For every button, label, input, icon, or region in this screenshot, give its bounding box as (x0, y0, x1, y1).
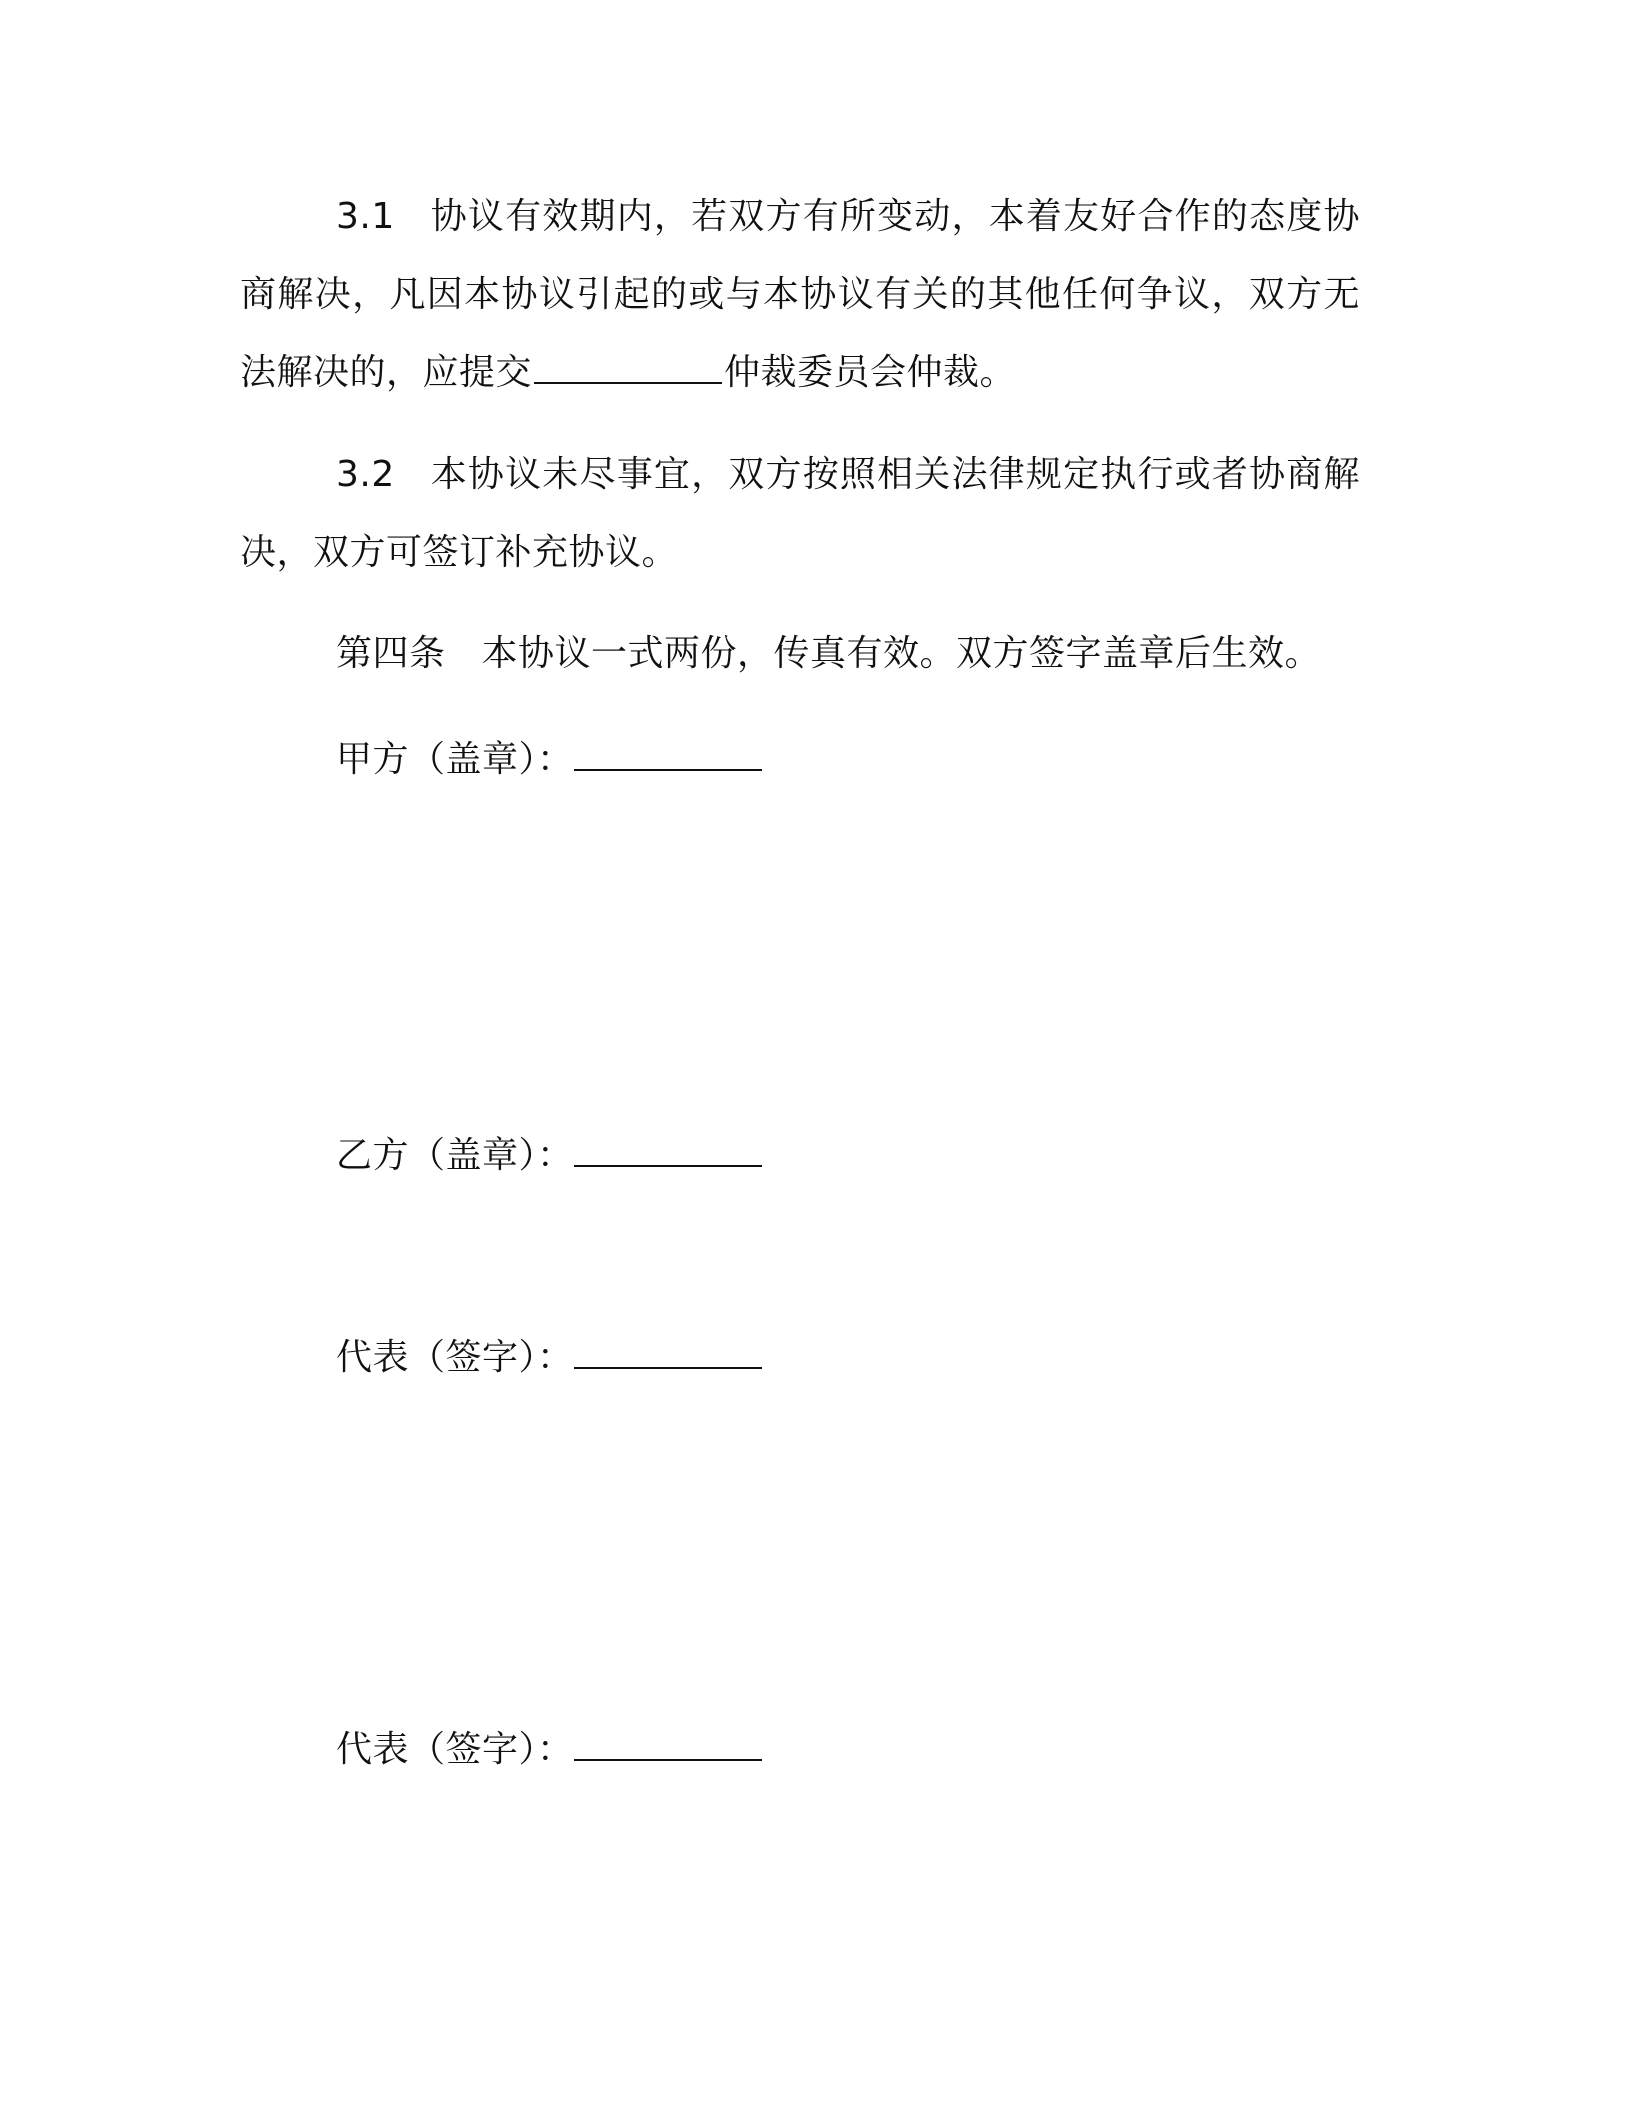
clause-3-2 (240, 436, 1360, 592)
clause-number: 3.1 (336, 196, 395, 237)
rep-1-blank[interactable] (574, 1337, 762, 1369)
party-b-signature (336, 1132, 762, 1180)
clause-number: 3.2 (336, 454, 395, 495)
representative-signature-1 (336, 1334, 762, 1382)
clause-3-1 (240, 178, 1360, 412)
party-a-label: 甲方（盖章）： (336, 739, 574, 780)
rep-2-label: 代表（签字）： (336, 1729, 574, 1770)
rep-1-label: 代表（签字）： (336, 1337, 574, 1378)
article-text: 本协议一式两份，传真有效。双方签字盖章后生效。 (481, 633, 1322, 674)
party-a-blank[interactable] (574, 739, 762, 771)
article-4 (336, 630, 1321, 678)
party-a-signature (336, 736, 762, 784)
clause-text-end: 仲裁委员会仲裁。 (724, 352, 1017, 393)
party-b-label: 乙方（盖章）： (336, 1135, 574, 1176)
representative-signature-2 (336, 1726, 762, 1774)
arbitration-blank[interactable] (534, 352, 722, 384)
clause-text: 本协议未尽事宜，双方按照相关法律规定执行或者协商解决，双方可签订补充协议。 (240, 454, 1360, 573)
clause-text: 协议有效期内，若双方有所变动，本着友好合作的态度协商解决，凡因本协议引起的或与本协议有关的其他任何争议，双方无法解决的，应提交 (240, 196, 1360, 393)
article-heading: 第四条 (336, 633, 446, 674)
party-b-blank[interactable] (574, 1135, 762, 1167)
rep-2-blank[interactable] (574, 1729, 762, 1761)
